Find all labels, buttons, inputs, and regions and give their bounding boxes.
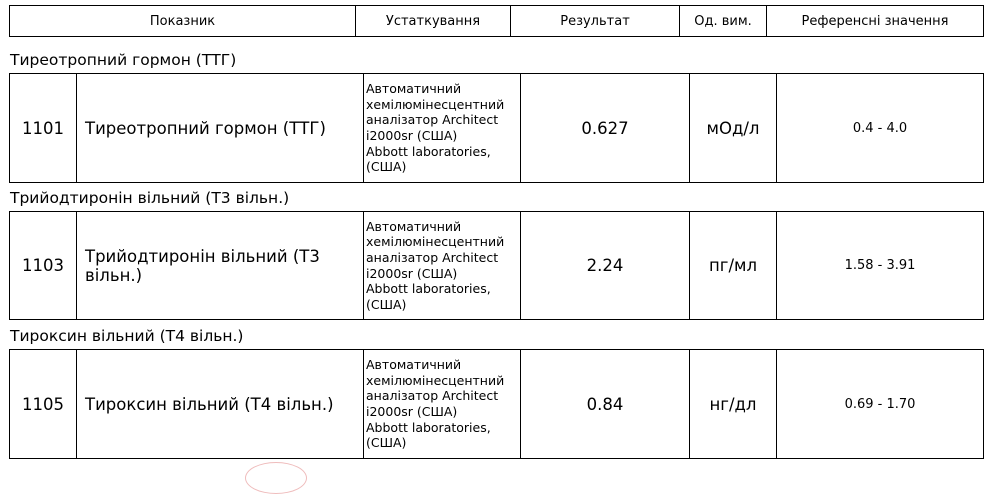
equipment-line: Abbott laboratories,	[366, 281, 491, 297]
test-unit: мОд/л	[690, 74, 777, 183]
section-title: Тиреотропний гормон (ТТГ)	[10, 51, 237, 69]
equipment-line: Abbott laboratories,	[366, 143, 491, 159]
equipment-cell	[364, 74, 521, 183]
test-unit: нг/дл	[690, 350, 777, 459]
equipment-line: Автоматичний	[366, 218, 462, 234]
test-result: 0.84	[521, 350, 690, 459]
test-name: Тиреотропний гормон (ТТГ)	[77, 74, 364, 183]
result-row	[9, 211, 984, 320]
header-reference: Референсні значення	[767, 6, 984, 37]
result-row	[9, 349, 984, 459]
test-reference: 0.4 - 4.0	[777, 74, 984, 183]
test-reference: 1.58 - 3.91	[777, 212, 984, 320]
equipment-cell	[364, 350, 521, 459]
test-code: 1103	[10, 212, 77, 320]
stamp-mark	[245, 462, 307, 494]
equipment-line: (США)	[366, 159, 407, 175]
test-code: 1101	[10, 74, 77, 183]
equipment-line: хемілюмінесцентний	[366, 234, 505, 250]
equipment-line: хемілюмінесцентний	[366, 96, 505, 112]
section-title: Тироксин вільний (Т4 вільн.)	[10, 327, 244, 345]
equipment-line: аналізатор Architect	[366, 112, 499, 128]
test-name: Трийодтиронін вільний (Т3 вільн.)	[77, 212, 364, 320]
results-table-header	[9, 5, 984, 37]
header-result: Результат	[511, 6, 680, 37]
test-reference: 0.69 - 1.70	[777, 350, 984, 459]
header-unit: Од. вим.	[680, 6, 767, 37]
test-result: 0.627	[521, 74, 690, 183]
equipment-line: Abbott laboratories,	[366, 419, 491, 435]
equipment-line: аналізатор Architect	[366, 249, 499, 265]
equipment-line: Автоматичний	[366, 81, 462, 97]
equipment-line: i2000sr (США)	[366, 265, 458, 281]
equipment-line: i2000sr (США)	[366, 128, 458, 143]
test-unit: пг/мл	[690, 212, 777, 320]
result-row	[9, 73, 984, 183]
equipment-line: (США)	[366, 296, 407, 312]
header-equipment: Устаткування	[356, 6, 511, 37]
equipment-line: аналізатор Architect	[366, 388, 499, 404]
section-title: Трийодтиронін вільний (Т3 вільн.)	[10, 189, 290, 207]
equipment-line: (США)	[366, 435, 407, 451]
equipment-line: Автоматичний	[366, 357, 462, 373]
test-result: 2.24	[521, 212, 690, 320]
test-code: 1105	[10, 350, 77, 459]
equipment-line: i2000sr (США)	[366, 404, 458, 419]
equipment-cell	[364, 212, 521, 320]
equipment-line: хемілюмінесцентний	[366, 372, 505, 388]
header-indicator: Показник	[10, 6, 356, 37]
test-name: Тироксин вільний (Т4 вільн.)	[77, 350, 364, 459]
